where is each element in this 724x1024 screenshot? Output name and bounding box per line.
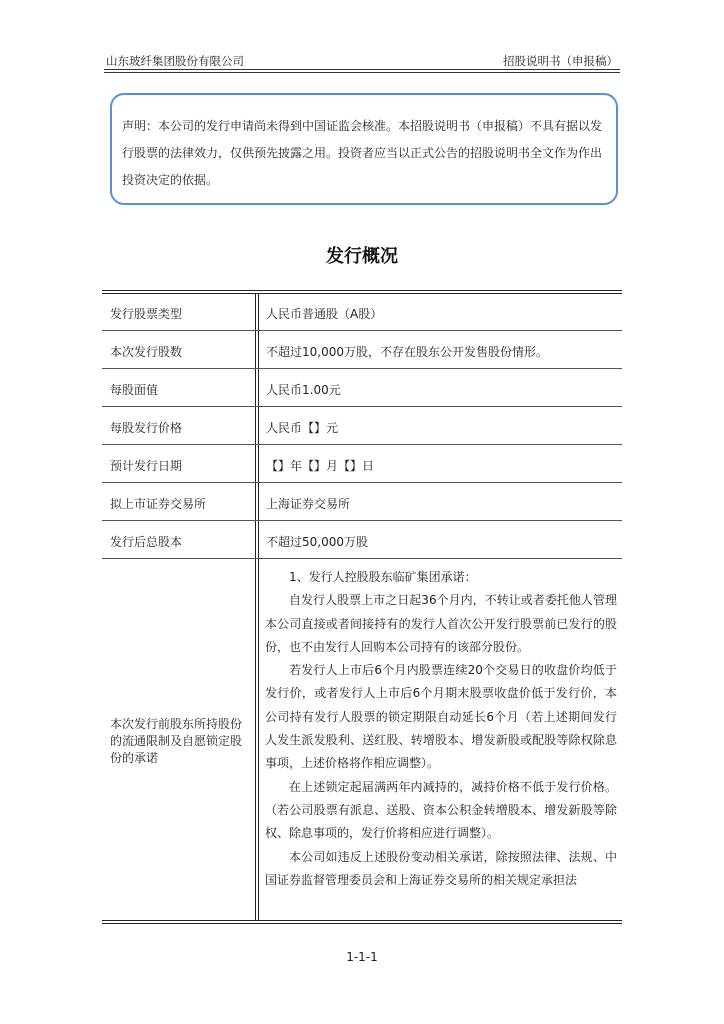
row-label-par-value: 每股面值 (110, 383, 159, 397)
table-bottom-rule (102, 920, 622, 921)
promise-paragraph: 若发行人上市后6个月内股票连续20个交易日的收盘价均低于发行价，或者发行人上市后6个月期末股票收盘价低于发行价，本公司持有发行人股票的锁定期限自动延长6个月（若上述期间发行人发生派发股利、送红股、转增股本、增发新股或配股等除权除息事项，上述价格将作相应调整）。 (265, 663, 617, 771)
row-divider (102, 330, 622, 331)
promise-paragraph: 1、发行人控股股东临矿集团承诺： (289, 570, 477, 584)
table-bottom-rule-thin (102, 923, 622, 924)
row-value-total-shares: 不超过50,000万股 (266, 535, 368, 549)
row-value-issue-price: 人民币【】元 (266, 421, 339, 435)
row-label-issue-date: 预计发行日期 (110, 459, 183, 473)
row-divider (102, 558, 622, 559)
header-rule (104, 69, 620, 70)
row-label-share-count: 本次发行股数 (110, 345, 183, 359)
promise-paragraph: 在上述锁定起届满两年内减持的，减持价格不低于发行价格。（若公司股票有派息、送股、资本公积金转增股本、增发新股等除权、除息事项的，发行价将相应进行调整）。 (265, 779, 617, 841)
row-label-issue-price: 每股发行价格 (110, 421, 183, 435)
column-divider (255, 294, 256, 920)
disclaimer-box (110, 93, 618, 205)
row-divider (102, 444, 622, 445)
column-divider-thin (258, 294, 259, 920)
row-label-total-shares: 发行后总股本 (110, 535, 183, 549)
row-value-exchange: 上海证券交易所 (266, 497, 351, 511)
page-header (104, 50, 620, 70)
lockup-promise-text (265, 566, 617, 892)
row-value-share-count: 不超过10,000万股，不存在股东公开发售股份情形。 (266, 345, 548, 359)
row-divider (102, 482, 622, 483)
row-divider (102, 406, 622, 407)
page-number: 1-1-1 (346, 950, 378, 964)
header-rule-thin (104, 72, 620, 73)
row-label-exchange: 拟上市证券交易所 (110, 497, 207, 511)
row-label-lockup-promise: 本次发行前股东所持股份的流通限制及自愿锁定股份的承诺 (110, 717, 243, 765)
disclaimer-text: 声明：本公司的发行申请尚未得到中国证监会核准。本招股说明书（申报稿）不具有据以发行股票的法律效力，仅供预先披露之用。投资者应当以正式公告的招股说明书全文作为作出投资决定的依据。 (122, 119, 603, 187)
row-value-stock-type: 人民币普通股（A股） (266, 307, 383, 321)
document-type: 招股说明书（申报稿） (503, 54, 618, 68)
row-divider (102, 520, 622, 521)
row-divider (102, 368, 622, 369)
row-value-par-value: 人民币1.00元 (266, 383, 341, 397)
company-name: 山东玻纤集团股份有限公司 (106, 54, 244, 68)
row-label-stock-type: 发行股票类型 (110, 307, 183, 321)
promise-paragraph: 自发行人股票上市之日起36个月内，不转让或者委托他人管理本公司直接或者间接持有的发行人首次公开发行股票前已发行的股份，也不由发行人回购本公司持有的该部分股份。 (265, 593, 617, 654)
section-title: 发行概况 (326, 246, 398, 267)
table-top-rule-thin (102, 293, 622, 294)
table-top-rule (102, 290, 622, 291)
promise-paragraph: 本公司如违反上述股份变动相关承诺，除按照法律、法规、中国证券监督管理委员会和上海证券交易所的相关规定承担法 (265, 849, 617, 887)
row-value-issue-date: 【】年【】月【】日 (266, 459, 375, 473)
